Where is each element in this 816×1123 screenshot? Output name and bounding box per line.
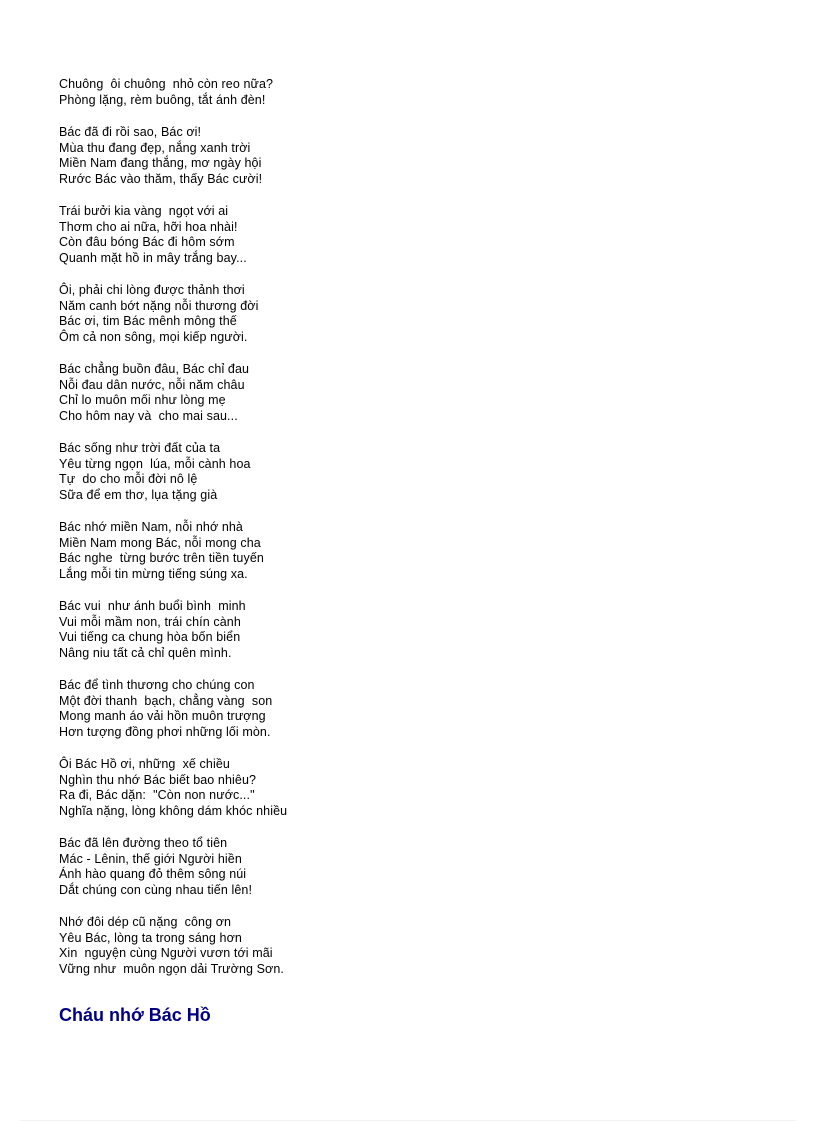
poem-line: Mác - Lênin, thế giới Người hiền (59, 851, 242, 866)
poem-line: Ôi Bác Hồ ơi, những xế chiều (59, 757, 230, 771)
poem-line: Miền Nam mong Bác, nỗi mong cha (59, 535, 261, 550)
poem-line: Mùa thu đang đẹp, nắng xanh trời (59, 140, 251, 155)
poem-line: Thơm cho ai nữa, hỡi hoa nhài! (59, 219, 238, 234)
poem-line: Bác sống như trời đất của ta (59, 441, 221, 455)
poem-stanza (59, 362, 759, 424)
poem-line: Mong manh áo vải hồn muôn trượng (59, 709, 266, 723)
poem-stanza (59, 204, 759, 266)
poem-line: Chuông ôi chuông nhỏ còn reo nữa? (59, 77, 274, 91)
poem-stanza (59, 441, 759, 503)
poem-stanza (59, 520, 759, 582)
poem-line: Rước Bác vào thăm, thấy Bác cười! (59, 171, 263, 186)
poem-line: Nỗi đau dân nước, nỗi năm châu (59, 377, 245, 392)
poem-line: Dắt chúng con cùng nhau tiến lên! (59, 882, 253, 897)
poem-line: Lắng mỗi tin mừng tiếng súng xa. (59, 566, 248, 581)
poem-line: Phòng lặng, rèm buông, tắt ánh đèn! (59, 92, 266, 107)
poem-line: Còn đâu bóng Bác đi hôm sớm (59, 235, 235, 249)
poem-line: Ánh hào quang đỏ thêm sông núi (59, 867, 247, 881)
poem-line: Miền Nam đang thắng, mơ ngày hội (59, 156, 262, 170)
poem-line: Quanh mặt hồ in mây trắng bay... (59, 250, 247, 265)
poem-line: Bác nhớ miền Nam, nỗi nhớ nhà (59, 520, 243, 534)
poem-stanza (59, 283, 759, 345)
poem-stanza (59, 77, 759, 108)
poem-body (59, 77, 759, 994)
poem-stanza (59, 915, 759, 977)
poem-line: Chỉ lo muôn mối như lòng mẹ (59, 393, 226, 407)
poem-stanza (59, 125, 759, 187)
poem-line: Yêu từng ngọn lúa, mỗi cành hoa (59, 456, 251, 471)
poem-line: Trái bưởi kia vàng ngọt với ai (59, 204, 229, 218)
poem-line: Yêu Bác, lòng ta trong sáng hơn (59, 930, 242, 945)
poem-line: Ôi, phải chi lòng được thảnh thơi (59, 283, 245, 297)
poem-line: Nâng niu tất cả chỉ quên mình. (59, 645, 232, 660)
poem-line: Nghĩa nặng, lòng không dám khóc nhiều (59, 803, 288, 818)
poem-line: Ôm cả non sông, mọi kiếp người. (59, 329, 248, 344)
poem-line: Cho hôm nay và cho mai sau... (59, 408, 238, 423)
section-heading: Cháu nhớ Bác Hồ (59, 1005, 211, 1025)
poem-line: Ra đi, Bác dặn: "Còn non nước..." (59, 788, 255, 802)
poem-line: Bác đã đi rồi sao, Bác ơi! (59, 125, 202, 139)
poem-line: Bác ơi, tim Bác mênh mông thế (59, 314, 237, 328)
poem-line: Nhớ đôi dép cũ nặng công ơn (59, 915, 232, 929)
poem-stanza (59, 836, 759, 898)
poem-line: Bác đã lên đường theo tổ tiên (59, 836, 228, 850)
poem-line: Vui mỗi mầm non, trái chín cành (59, 614, 241, 629)
poem-line: Năm canh bớt nặng nỗi thương đời (59, 298, 259, 313)
poem-line: Bác chẳng buồn đâu, Bác chỉ đau (59, 362, 250, 376)
poem-line: Bác nghe từng bước trên tiền tuyến (59, 551, 264, 565)
poem-line: Sữa để em thơ, lụa tặng già (59, 487, 218, 502)
poem-line: Tự do cho mỗi đời nô lệ (59, 472, 198, 486)
poem-stanza (59, 678, 759, 740)
poem-line: Vui tiếng ca chung hòa bốn biển (59, 630, 241, 644)
poem-stanza (59, 757, 759, 819)
poem-line: Bác để tình thương cho chúng con (59, 678, 255, 692)
poem-line: Xin nguyện cùng Người vươn tới mãi (59, 946, 273, 960)
page-bottom-divider (20, 1120, 796, 1121)
poem-line: Vững như muôn ngọn dải Trường Sơn. (59, 961, 284, 976)
poem-line: Hơn tượng đồng phơi những lối mòn. (59, 724, 271, 739)
poem-line: Một đời thanh bạch, chẳng vàng son (59, 693, 273, 708)
poem-line: Nghìn thu nhớ Bác biết bao nhiêu? (59, 772, 257, 787)
poem-stanza (59, 599, 759, 661)
poem-line: Bác vui như ánh buổi bình minh (59, 599, 246, 613)
